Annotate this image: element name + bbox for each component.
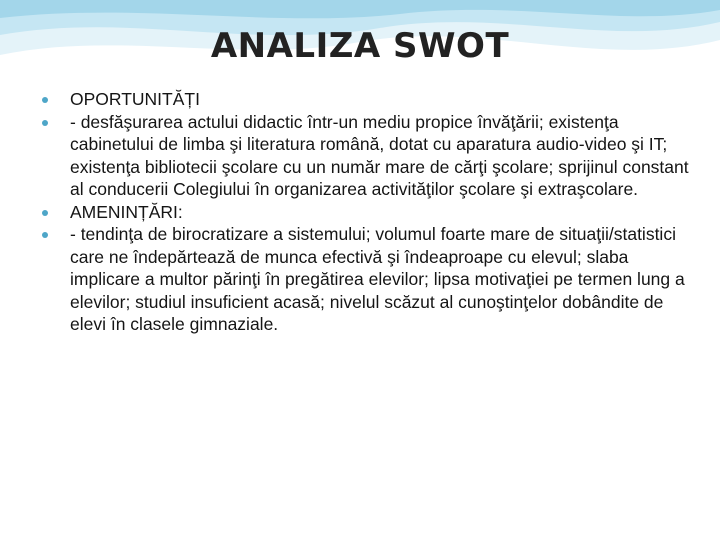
bullet-text: - tendinţa de birocratizare a sistemului; volumul foarte mare de situaţii/statistici care ne îndepărtează de munca efectivă şi îndeaproape cu elevul; slaba implicare a multor părinţi în pregătirea elevilor; lipsa motivaţiei pe termen lung a elevilor; studiul insuficient acasă; nivelul scăzut al cunoştinţelor dobândite de elevi în clasele gimnaziale. — [70, 224, 685, 334]
bullet-icon — [42, 120, 48, 126]
bullet-icon — [42, 97, 48, 103]
bullet-list — [34, 88, 690, 336]
bullet-icon — [42, 210, 48, 216]
bullet-text: OPORTUNITĂȚI — [70, 89, 200, 109]
bullet-text: AMENINȚĂRI: — [70, 201, 183, 222]
bullet-item-opportunities-heading — [34, 88, 690, 111]
bullet-text: - desfăşurarea actului didactic într-un mediu propice învăţării; existenţa cabinetului de limba şi literatura română, dotat cu aparatura audio-video şi IT; existenţa bibliotecii şcolare cu un număr mare de cărţi şcolare; sprijinul constant al conducerii Colegiului în organizarea activităţilor şcolare şi extraşcolare. — [70, 111, 689, 199]
bullet-item-opportunities-text — [34, 111, 690, 201]
bullet-item-threats-text — [34, 223, 690, 336]
slide-title: ANALIZA SWOT — [210, 26, 510, 66]
bullet-item-threats-heading — [34, 201, 690, 224]
bullet-icon — [42, 232, 48, 238]
